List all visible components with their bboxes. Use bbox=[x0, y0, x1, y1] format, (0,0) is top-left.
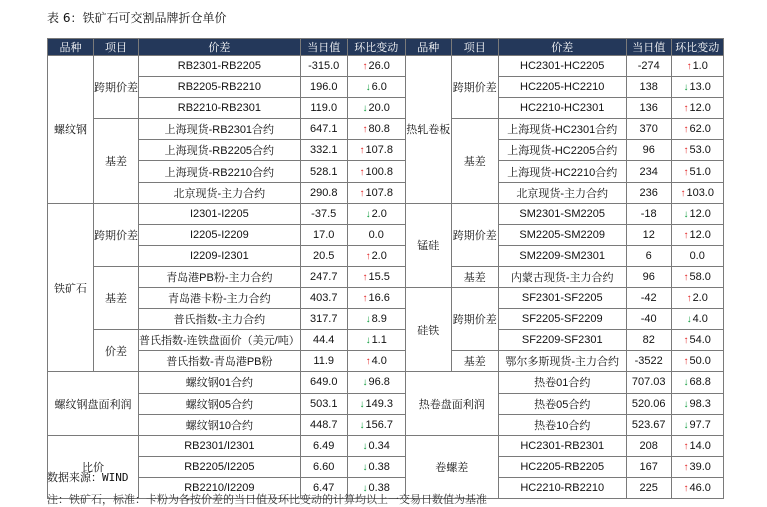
right-category: 硅铁 bbox=[405, 288, 451, 372]
change-value: 0.38 bbox=[368, 460, 390, 473]
change-cell bbox=[671, 245, 723, 266]
spread-label: 热卷10合约 bbox=[498, 414, 626, 435]
spread-label: SF2205-SF2209 bbox=[498, 309, 626, 330]
current-value: 20.5 bbox=[300, 245, 347, 266]
change-cell bbox=[671, 77, 723, 98]
current-value: 332.1 bbox=[300, 140, 347, 161]
change-value: 107.8 bbox=[365, 186, 393, 199]
change-cell bbox=[347, 224, 405, 245]
change-value: 6.0 bbox=[371, 81, 387, 94]
change-cell bbox=[347, 182, 405, 203]
spread-label: 螺纹钢10合约 bbox=[139, 414, 301, 435]
change-cell bbox=[347, 351, 405, 372]
change-value: 0.0 bbox=[689, 249, 705, 262]
change-cell bbox=[671, 266, 723, 287]
change-cell bbox=[347, 140, 405, 161]
change-cell bbox=[671, 351, 723, 372]
right-item: 跨期价差 bbox=[451, 56, 498, 119]
data-source: 数据来源：WIND bbox=[47, 471, 129, 484]
spread-label: SM2209-SM2301 bbox=[498, 245, 626, 266]
table-row bbox=[48, 414, 724, 435]
current-value: 208 bbox=[626, 435, 671, 456]
right-item: 跨期价差 bbox=[451, 288, 498, 351]
spread-label: 上海现货-RB2205合约 bbox=[139, 140, 301, 161]
change-cell bbox=[671, 309, 723, 330]
spread-label: HC2205-RB2205 bbox=[498, 456, 626, 477]
table-row bbox=[48, 372, 724, 393]
right-category: 热轧卷板 bbox=[405, 56, 451, 204]
change-value: 12.0 bbox=[689, 102, 711, 115]
current-value: 82 bbox=[626, 330, 671, 351]
spread-label: 上海现货-HC2301合约 bbox=[498, 119, 626, 140]
left-category: 螺纹钢 bbox=[48, 56, 94, 204]
table-row bbox=[48, 435, 724, 456]
up-arrow-icon: ↑ bbox=[683, 461, 689, 473]
spread-label: RB2210-RB2301 bbox=[139, 98, 301, 119]
spread-label: RB2205/I2205 bbox=[139, 456, 301, 477]
current-value: 196.0 bbox=[300, 77, 347, 98]
table-row bbox=[48, 161, 724, 182]
current-value: 520.06 bbox=[626, 393, 671, 414]
up-arrow-icon: ↑ bbox=[683, 271, 689, 283]
header-cell: 品种 bbox=[405, 39, 451, 56]
change-value: 8.9 bbox=[371, 313, 387, 326]
left-category: 比价 bbox=[48, 435, 139, 498]
down-arrow-icon: ↓ bbox=[365, 314, 371, 326]
table-row bbox=[48, 309, 724, 330]
up-arrow-icon: ↑ bbox=[362, 293, 368, 305]
table-row bbox=[48, 98, 724, 119]
change-cell bbox=[671, 119, 723, 140]
current-value: 317.7 bbox=[300, 309, 347, 330]
current-value: 136 bbox=[626, 98, 671, 119]
change-cell bbox=[347, 56, 405, 77]
up-arrow-icon: ↑ bbox=[683, 166, 689, 178]
spread-label: 普氏指数-主力合约 bbox=[139, 309, 301, 330]
current-value: 370 bbox=[626, 119, 671, 140]
right-item: 基差 bbox=[451, 119, 498, 203]
header-cell: 当日值 bbox=[300, 39, 347, 56]
down-arrow-icon: ↓ bbox=[686, 314, 692, 326]
change-value: 96.8 bbox=[368, 376, 390, 389]
change-cell bbox=[347, 98, 405, 119]
right-category: 锰硅 bbox=[405, 203, 451, 287]
left-category: 铁矿石 bbox=[48, 203, 94, 372]
spread-label: 青岛港PB粉-主力合约 bbox=[139, 266, 301, 287]
current-value: 6.49 bbox=[300, 435, 347, 456]
change-cell bbox=[671, 224, 723, 245]
current-value: 649.0 bbox=[300, 372, 347, 393]
up-arrow-icon: ↑ bbox=[686, 61, 692, 73]
current-value: 119.0 bbox=[300, 98, 347, 119]
spread-label: 热卷05合约 bbox=[498, 393, 626, 414]
right-category: 热卷盘面利润 bbox=[405, 372, 498, 435]
left-item: 基差 bbox=[94, 266, 139, 329]
change-value: 1.1 bbox=[371, 334, 387, 347]
change-value: 53.0 bbox=[689, 144, 711, 157]
up-arrow-icon: ↑ bbox=[362, 271, 368, 283]
spread-label: 上海现货-HC2210合约 bbox=[498, 161, 626, 182]
current-value: 403.7 bbox=[300, 288, 347, 309]
change-value: 1.0 bbox=[692, 60, 708, 73]
change-value: 2.0 bbox=[371, 249, 387, 262]
change-value: 54.0 bbox=[689, 334, 711, 347]
left-item: 跨期价差 bbox=[94, 56, 139, 119]
down-arrow-icon: ↓ bbox=[683, 419, 689, 431]
right-item: 跨期价差 bbox=[451, 203, 498, 266]
change-cell bbox=[671, 161, 723, 182]
change-value: 0.34 bbox=[368, 439, 390, 452]
spread-label: HC2205-HC2210 bbox=[498, 77, 626, 98]
change-cell bbox=[347, 330, 405, 351]
current-value: -37.5 bbox=[300, 203, 347, 224]
change-value: 50.0 bbox=[689, 355, 711, 368]
table-row bbox=[48, 77, 724, 98]
spread-label: 上海现货-RB2301合约 bbox=[139, 119, 301, 140]
down-arrow-icon: ↓ bbox=[365, 208, 371, 220]
change-value: 12.0 bbox=[689, 207, 711, 220]
up-arrow-icon: ↑ bbox=[683, 145, 689, 157]
down-arrow-icon: ↓ bbox=[362, 440, 368, 452]
change-value: 16.6 bbox=[368, 292, 390, 305]
table-row bbox=[48, 288, 724, 309]
change-cell bbox=[347, 266, 405, 287]
change-cell bbox=[347, 245, 405, 266]
table-title: 表 6：铁矿石可交割品牌折仓单价 bbox=[47, 11, 227, 25]
down-arrow-icon: ↓ bbox=[365, 82, 371, 94]
down-arrow-icon: ↓ bbox=[362, 103, 368, 115]
change-cell bbox=[671, 456, 723, 477]
change-value: 4.0 bbox=[371, 355, 387, 368]
header-cell: 品种 bbox=[48, 39, 94, 56]
header-cell: 环比变动 bbox=[347, 39, 405, 56]
down-arrow-icon: ↓ bbox=[362, 377, 368, 389]
current-value: 6 bbox=[626, 245, 671, 266]
spread-label: RB2301-RB2205 bbox=[139, 56, 301, 77]
change-cell bbox=[671, 393, 723, 414]
change-cell bbox=[671, 288, 723, 309]
change-value: 62.0 bbox=[689, 123, 711, 136]
up-arrow-icon: ↑ bbox=[683, 335, 689, 347]
current-value: 647.1 bbox=[300, 119, 347, 140]
change-value: 26.0 bbox=[368, 60, 390, 73]
spread-label: I2205-I2209 bbox=[139, 224, 301, 245]
change-cell bbox=[347, 77, 405, 98]
up-arrow-icon: ↑ bbox=[365, 356, 371, 368]
table-row bbox=[48, 182, 724, 203]
table-row bbox=[48, 351, 724, 372]
table-row bbox=[48, 224, 724, 245]
change-value: 12.0 bbox=[689, 228, 711, 241]
spread-label: RB2301/I2301 bbox=[139, 435, 301, 456]
change-cell bbox=[347, 435, 405, 456]
current-value: -274 bbox=[626, 56, 671, 77]
spread-label: 普氏指数-连铁盘面价（美元/吨） bbox=[139, 330, 301, 351]
current-value: 290.8 bbox=[300, 182, 347, 203]
current-value: -18 bbox=[626, 203, 671, 224]
current-value: -42 bbox=[626, 288, 671, 309]
up-arrow-icon: ↑ bbox=[683, 229, 689, 241]
change-cell bbox=[671, 477, 723, 498]
up-arrow-icon: ↑ bbox=[683, 103, 689, 115]
right-category: 卷螺差 bbox=[405, 435, 498, 498]
spread-label: 北京现货-主力合约 bbox=[139, 182, 301, 203]
header-cell: 项目 bbox=[451, 39, 498, 56]
current-value: 138 bbox=[626, 77, 671, 98]
current-value: 6.47 bbox=[300, 477, 347, 498]
spread-label: 上海现货-RB2210合约 bbox=[139, 161, 301, 182]
change-cell bbox=[671, 140, 723, 161]
spread-label: RB2210/I2209 bbox=[139, 477, 301, 498]
change-cell bbox=[347, 456, 405, 477]
up-arrow-icon: ↑ bbox=[359, 187, 365, 199]
spread-label: 热卷01合约 bbox=[498, 372, 626, 393]
spread-label: 上海现货-HC2205合约 bbox=[498, 140, 626, 161]
change-cell bbox=[347, 203, 405, 224]
change-value: 156.7 bbox=[365, 418, 393, 431]
down-arrow-icon: ↓ bbox=[359, 398, 365, 410]
spread-label: HC2301-HC2205 bbox=[498, 56, 626, 77]
change-value: 107.8 bbox=[365, 144, 393, 157]
change-value: 2.0 bbox=[371, 207, 387, 220]
table-note: 注：铁矿石，标准：卡粉为各按价差的当日值及环比变动的计算均以上一交易日数值为基准 bbox=[47, 493, 487, 506]
spread-label: 内蒙古现货-主力合约 bbox=[498, 266, 626, 287]
table-row bbox=[48, 393, 724, 414]
up-arrow-icon: ↑ bbox=[686, 293, 692, 305]
spread-label: 螺纹钢01合约 bbox=[139, 372, 301, 393]
spread-label: RB2205-RB2210 bbox=[139, 77, 301, 98]
change-value: 58.0 bbox=[689, 270, 711, 283]
change-cell bbox=[347, 309, 405, 330]
change-value: 68.8 bbox=[689, 376, 711, 389]
current-value: 96 bbox=[626, 140, 671, 161]
current-value: 96 bbox=[626, 266, 671, 287]
left-category: 螺纹钢盘面利润 bbox=[48, 372, 139, 435]
current-value: 11.9 bbox=[300, 351, 347, 372]
spread-label: I2301-I2205 bbox=[139, 203, 301, 224]
left-item: 价差 bbox=[94, 330, 139, 372]
up-arrow-icon: ↑ bbox=[362, 61, 368, 73]
table-row bbox=[48, 140, 724, 161]
left-item: 跨期价差 bbox=[94, 203, 139, 266]
spread-label: I2209-I2301 bbox=[139, 245, 301, 266]
current-value: 44.4 bbox=[300, 330, 347, 351]
header-cell: 价差 bbox=[139, 39, 301, 56]
down-arrow-icon: ↓ bbox=[683, 82, 689, 94]
spread-label: 普氏指数-青岛港PB粉 bbox=[139, 351, 301, 372]
right-item: 基差 bbox=[451, 266, 498, 287]
spread-label: 螺纹钢05合约 bbox=[139, 393, 301, 414]
current-value: 707.03 bbox=[626, 372, 671, 393]
spread-label: SM2301-SM2205 bbox=[498, 203, 626, 224]
change-value: 51.0 bbox=[689, 165, 711, 178]
current-value: -40 bbox=[626, 309, 671, 330]
up-arrow-icon: ↑ bbox=[365, 250, 371, 262]
change-cell bbox=[671, 372, 723, 393]
change-value: 2.0 bbox=[692, 292, 708, 305]
current-value: 236 bbox=[626, 182, 671, 203]
current-value: 247.7 bbox=[300, 266, 347, 287]
spread-label: HC2301-RB2301 bbox=[498, 435, 626, 456]
change-value: 100.8 bbox=[365, 165, 393, 178]
change-value: 80.8 bbox=[368, 123, 390, 136]
change-value: 4.0 bbox=[692, 313, 708, 326]
change-cell bbox=[347, 393, 405, 414]
current-value: 225 bbox=[626, 477, 671, 498]
spread-label: SF2209-SF2301 bbox=[498, 330, 626, 351]
spread-label: SM2205-SM2209 bbox=[498, 224, 626, 245]
change-value: 97.7 bbox=[689, 418, 711, 431]
header-cell: 价差 bbox=[498, 39, 626, 56]
table-row bbox=[48, 330, 724, 351]
change-cell bbox=[347, 414, 405, 435]
header-cell: 项目 bbox=[94, 39, 139, 56]
spread-label: HC2210-RB2210 bbox=[498, 477, 626, 498]
current-value: 12 bbox=[626, 224, 671, 245]
down-arrow-icon: ↓ bbox=[683, 398, 689, 410]
spread-label: HC2210-HC2301 bbox=[498, 98, 626, 119]
change-value: 13.0 bbox=[689, 81, 711, 94]
up-arrow-icon: ↑ bbox=[683, 124, 689, 136]
up-arrow-icon: ↑ bbox=[359, 145, 365, 157]
down-arrow-icon: ↓ bbox=[362, 461, 368, 473]
current-value: 234 bbox=[626, 161, 671, 182]
spread-label: 鄂尔多斯现货-主力合约 bbox=[498, 351, 626, 372]
left-item: 基差 bbox=[94, 119, 139, 203]
table-row bbox=[48, 456, 724, 477]
change-value: 20.0 bbox=[368, 102, 390, 115]
header-cell: 环比变动 bbox=[671, 39, 723, 56]
price-spread-table bbox=[47, 38, 724, 499]
change-cell bbox=[671, 182, 723, 203]
change-cell bbox=[671, 435, 723, 456]
spread-label: 北京现货-主力合约 bbox=[498, 182, 626, 203]
down-arrow-icon: ↓ bbox=[359, 419, 365, 431]
table-row bbox=[48, 56, 724, 77]
table-row bbox=[48, 203, 724, 224]
current-value: 6.60 bbox=[300, 456, 347, 477]
change-cell bbox=[347, 119, 405, 140]
right-item: 基差 bbox=[451, 351, 498, 372]
current-value: 528.1 bbox=[300, 161, 347, 182]
change-cell bbox=[671, 414, 723, 435]
header-row bbox=[48, 39, 724, 56]
change-cell bbox=[347, 288, 405, 309]
change-value: 46.0 bbox=[689, 481, 711, 494]
change-value: 0.0 bbox=[368, 228, 384, 241]
current-value: -3522 bbox=[626, 351, 671, 372]
header-cell: 当日值 bbox=[626, 39, 671, 56]
current-value: 17.0 bbox=[300, 224, 347, 245]
up-arrow-icon: ↑ bbox=[683, 482, 689, 494]
spread-label: SF2301-SF2205 bbox=[498, 288, 626, 309]
table-row bbox=[48, 245, 724, 266]
down-arrow-icon: ↓ bbox=[683, 208, 689, 220]
change-cell bbox=[671, 98, 723, 119]
change-value: 0.38 bbox=[368, 481, 390, 494]
spread-label: 青岛港卡粉-主力合约 bbox=[139, 288, 301, 309]
change-cell bbox=[671, 203, 723, 224]
change-value: 149.3 bbox=[365, 397, 393, 410]
current-value: -315.0 bbox=[300, 56, 347, 77]
change-value: 103.0 bbox=[686, 186, 714, 199]
change-value: 15.5 bbox=[368, 270, 390, 283]
change-cell bbox=[347, 372, 405, 393]
current-value: 448.7 bbox=[300, 414, 347, 435]
change-cell bbox=[347, 161, 405, 182]
current-value: 503.1 bbox=[300, 393, 347, 414]
table-row bbox=[48, 119, 724, 140]
current-value: 523.67 bbox=[626, 414, 671, 435]
current-value: 167 bbox=[626, 456, 671, 477]
down-arrow-icon: ↓ bbox=[365, 335, 371, 347]
change-value: 14.0 bbox=[689, 439, 711, 452]
down-arrow-icon: ↓ bbox=[362, 482, 368, 494]
table-row bbox=[48, 266, 724, 287]
up-arrow-icon: ↑ bbox=[680, 187, 686, 199]
change-value: 39.0 bbox=[689, 460, 711, 473]
up-arrow-icon: ↑ bbox=[362, 124, 368, 136]
up-arrow-icon: ↑ bbox=[359, 166, 365, 178]
up-arrow-icon: ↑ bbox=[683, 356, 689, 368]
change-cell bbox=[671, 56, 723, 77]
up-arrow-icon: ↑ bbox=[683, 440, 689, 452]
change-value: 98.3 bbox=[689, 397, 711, 410]
down-arrow-icon: ↓ bbox=[683, 377, 689, 389]
change-cell bbox=[671, 330, 723, 351]
